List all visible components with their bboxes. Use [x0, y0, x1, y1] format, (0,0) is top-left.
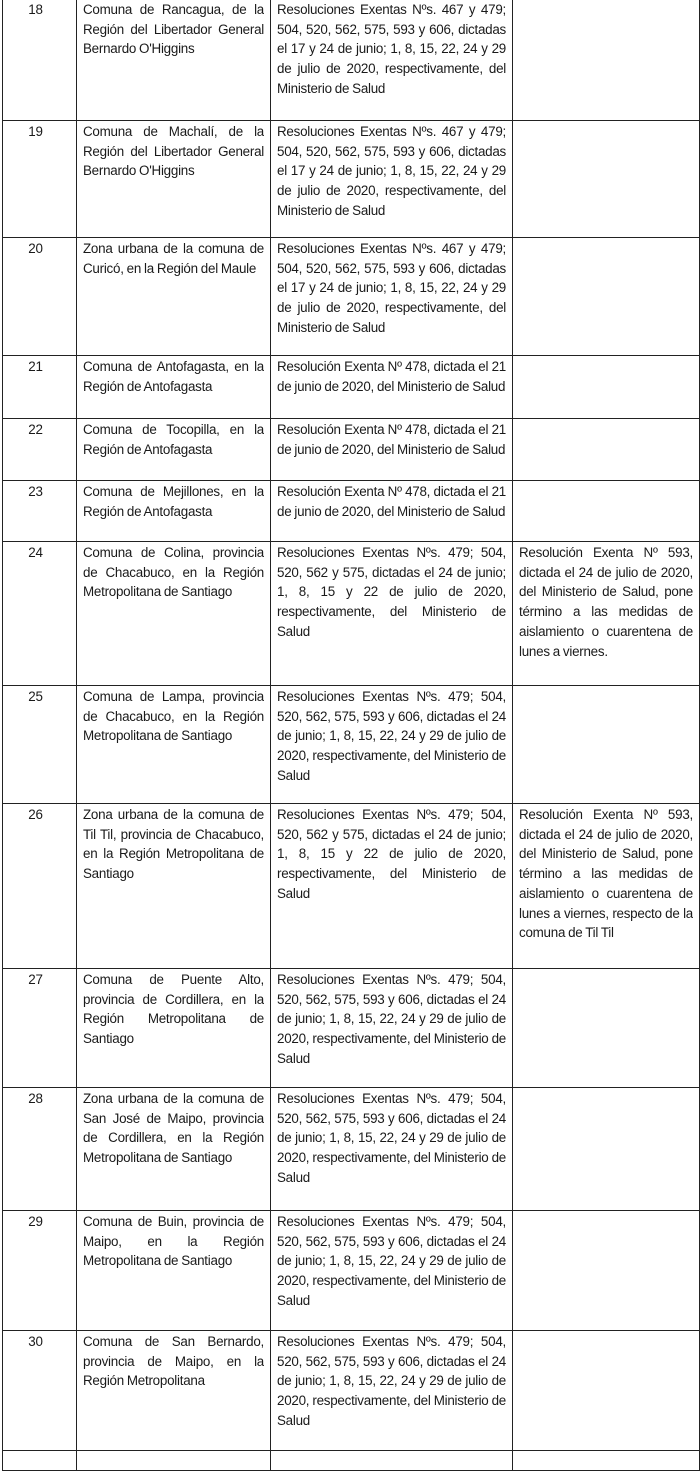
area-cell	[77, 1331, 271, 1451]
resolutions-cell-text: Resoluciones Exentas Nºs. 479; 504, 520, 562, 575, 593 y 606, dictadas el 24 de junio; 1, 8, 15, 22, 24 y 29 de julio de 2020, respectivamente, del Ministerio de Salud	[277, 972, 506, 1066]
observations-cell	[513, 542, 700, 686]
observations-cell	[513, 481, 700, 542]
resolutions-cell	[271, 0, 513, 121]
area-cell	[77, 1211, 271, 1331]
resolutions-cell-text: Resoluciones Exentas Nºs. 479; 504, 520, 562, 575, 593 y 606, dictadas el 24 de junio; 1, 8, 15, 22, 24 y 29 de julio de 2020, respectivamente, del Ministerio de Salud	[277, 1214, 506, 1308]
row-number	[3, 356, 77, 419]
observations-cell	[513, 1211, 700, 1331]
row-number-text: 28	[28, 1091, 43, 1106]
table-row	[3, 804, 700, 969]
area-cell	[77, 238, 271, 356]
resolutions-cell-text: Resoluciones Exentas Nºs. 479; 504, 520, 562 y 575, dictadas el 24 de junio; 1, 8, 15 y 22 de julio de 2020, respectivamente, del Ministerio de Salud	[277, 545, 506, 639]
resolutions-cell	[271, 481, 513, 542]
resolutions-cell-text: Resoluciones Exentas Nºs. 479; 504, 520, 562, 575, 593 y 606, dictadas el 24 de junio; 1, 8, 15, 22, 24 y 29 de julio de 2020, respectivamente, del Ministerio de Salud	[277, 1091, 506, 1185]
resolutions-cell-text: Resolución Exenta Nº 478, dictada el 21 de junio de 2020, del Ministerio de Salud	[277, 422, 506, 457]
area-cell-text: Comuna de Lampa, provincia de Chacabuco, en la Región Metropolitana de Santiago	[83, 689, 264, 744]
area-cell-text: Comuna de Puente Alto, provincia de Cordillera, en la Región Metropolitana de Santiago	[83, 972, 264, 1047]
row-number	[3, 481, 77, 542]
empty-cell	[271, 1451, 513, 1471]
row-number	[3, 969, 77, 1088]
row-number-text: 20	[28, 241, 43, 256]
resolutions-cell	[271, 1211, 513, 1331]
resolutions-cell	[271, 419, 513, 481]
row-number	[3, 1088, 77, 1211]
area-cell-text: Comuna de Antofagasta, en la Región de Antofagasta	[83, 359, 264, 394]
area-cell	[77, 0, 271, 121]
area-cell-text: Comuna de San Bernardo, provincia de Maipo, en la Región Metropolitana	[83, 1334, 264, 1389]
observations-cell	[513, 1331, 700, 1451]
row-number-text: 18	[28, 2, 43, 17]
row-number	[3, 804, 77, 969]
area-cell	[77, 969, 271, 1088]
row-number	[3, 542, 77, 686]
row-number-text: 23	[28, 484, 43, 499]
area-cell	[77, 804, 271, 969]
area-cell-text: Comuna de Tocopilla, en la Región de Antofagasta	[83, 422, 264, 457]
observations-cell	[513, 804, 700, 969]
row-number	[3, 419, 77, 481]
table-row	[3, 969, 700, 1088]
quarantine-resolutions-table	[2, 0, 700, 1471]
table-row	[3, 0, 700, 121]
observations-cell-text: Resolución Exenta Nº 593, dictada el 24 de julio de 2020, del Ministerio de Salud, pone término a las medidas de aislamiento o cuarentena de lunes a viernes, respecto de la comuna de Til Til	[519, 807, 693, 941]
resolutions-cell-text: Resoluciones Exentas Nºs. 479; 504, 520, 562, 575, 593 y 606, dictadas el 24 de junio; 1, 8, 15, 22, 24 y 29 de julio de 2020, respectivamente, del Ministerio de Salud	[277, 1334, 506, 1428]
table-row	[3, 686, 700, 804]
area-cell	[77, 1088, 271, 1211]
area-cell	[77, 419, 271, 481]
area-cell-text: Comuna de Colina, provincia de Chacabuco, en la Región Metropolitana de Santiago	[83, 545, 264, 600]
area-cell	[77, 121, 271, 238]
row-number	[3, 121, 77, 238]
row-number-text: 22	[28, 422, 43, 437]
observations-cell	[513, 1088, 700, 1211]
area-cell	[77, 542, 271, 686]
resolutions-cell	[271, 238, 513, 356]
observations-cell	[513, 121, 700, 238]
resolutions-cell	[271, 1331, 513, 1451]
observations-cell	[513, 238, 700, 356]
resolutions-cell-text: Resolución Exenta Nº 478, dictada el 21 de junio de 2020, del Ministerio de Salud	[277, 484, 506, 519]
area-cell	[77, 481, 271, 542]
row-number	[3, 238, 77, 356]
resolutions-cell	[271, 804, 513, 969]
table-row	[3, 1211, 700, 1331]
area-cell-text: Zona urbana de la comuna de San José de Maipo, provincia de Cordillera, en la Región Metropolitana de Santiago	[83, 1091, 264, 1166]
row-number-text: 21	[28, 359, 43, 374]
row-number-text: 29	[28, 1214, 43, 1229]
observations-cell	[513, 356, 700, 419]
table-body	[3, 0, 700, 1471]
row-number-text: 27	[28, 972, 43, 987]
empty-cell	[77, 1451, 271, 1471]
area-cell-text: Zona urbana de la comuna de Curicó, en la Región del Maule	[83, 241, 264, 276]
area-cell-text: Comuna de Mejillones, en la Región de Antofagasta	[83, 484, 264, 519]
resolutions-cell	[271, 1088, 513, 1211]
area-cell	[77, 686, 271, 804]
row-number-text: 24	[28, 545, 43, 560]
resolutions-cell	[271, 686, 513, 804]
empty-cell	[3, 1451, 77, 1471]
area-cell-text: Comuna de Rancagua, de la Región del Libertador General Bernardo O'Higgins	[83, 2, 264, 57]
resolutions-cell	[271, 121, 513, 238]
table-row	[3, 356, 700, 419]
row-number-text: 19	[28, 124, 43, 139]
resolutions-cell	[271, 969, 513, 1088]
row-number-text: 25	[28, 689, 43, 704]
observations-cell-text: Resolución Exenta Nº 593, dictada el 24 de julio de 2020, del Ministerio de Salud, pone término a las medidas de aislamiento o cuarentena de lunes a viernes.	[519, 545, 693, 659]
table-row	[3, 1451, 700, 1471]
resolutions-cell-text: Resolución Exenta Nº 478, dictada el 21 de junio de 2020, del Ministerio de Salud	[277, 359, 506, 394]
row-number	[3, 1331, 77, 1451]
resolutions-cell	[271, 542, 513, 686]
resolutions-cell-text: Resoluciones Exentas Nºs. 467 y 479; 504, 520, 562, 575, 593 y 606, dictadas el 17 y 24 de junio; 1, 8, 15, 22, 24 y 29 de julio de 2020, respectivamente, del Ministerio de Salud	[277, 124, 506, 218]
row-number	[3, 1211, 77, 1331]
empty-cell	[513, 1451, 700, 1471]
table-row	[3, 238, 700, 356]
table-row	[3, 419, 700, 481]
row-number-text: 26	[28, 807, 43, 822]
resolutions-cell-text: Resoluciones Exentas Nºs. 467 y 479; 504, 520, 562, 575, 593 y 606, dictadas el 17 y 24 de junio; 1, 8, 15, 22, 24 y 29 de julio de 2020, respectivamente, del Ministerio de Salud	[277, 241, 506, 335]
observations-cell	[513, 0, 700, 121]
row-number-text: 30	[28, 1334, 43, 1349]
row-number	[3, 686, 77, 804]
table-row	[3, 121, 700, 238]
table-row	[3, 542, 700, 686]
resolutions-cell-text: Resoluciones Exentas Nºs. 479; 504, 520, 562 y 575, dictadas el 24 de junio; 1, 8, 15 y 22 de julio de 2020, respectivamente, del Ministerio de Salud	[277, 807, 506, 901]
table-row	[3, 1331, 700, 1451]
area-cell	[77, 356, 271, 419]
area-cell-text: Comuna de Machalí, de la Región del Libertador General Bernardo O'Higgins	[83, 124, 264, 179]
area-cell-text: Comuna de Buin, provincia de Maipo, en la Región Metropolitana de Santiago	[83, 1214, 264, 1269]
resolutions-cell-text: Resoluciones Exentas Nºs. 479; 504, 520, 562, 575, 593 y 606, dictadas el 24 de junio; 1, 8, 15, 22, 24 y 29 de julio de 2020, respectivamente, del Ministerio de Salud	[277, 689, 506, 783]
observations-cell	[513, 969, 700, 1088]
observations-cell	[513, 686, 700, 804]
table-row	[3, 1088, 700, 1211]
resolutions-cell-text: Resoluciones Exentas Nºs. 467 y 479; 504, 520, 562, 575, 593 y 606, dictadas el 17 y 24 de junio; 1, 8, 15, 22, 24 y 29 de julio de 2020, respectivamente, del Ministerio de Salud	[277, 2, 506, 96]
resolutions-cell	[271, 356, 513, 419]
row-number	[3, 0, 77, 121]
observations-cell	[513, 419, 700, 481]
area-cell-text: Zona urbana de la comuna de Til Til, provincia de Chacabuco, en la Región Metropolitana de Santiago	[83, 807, 264, 882]
table-row	[3, 481, 700, 542]
